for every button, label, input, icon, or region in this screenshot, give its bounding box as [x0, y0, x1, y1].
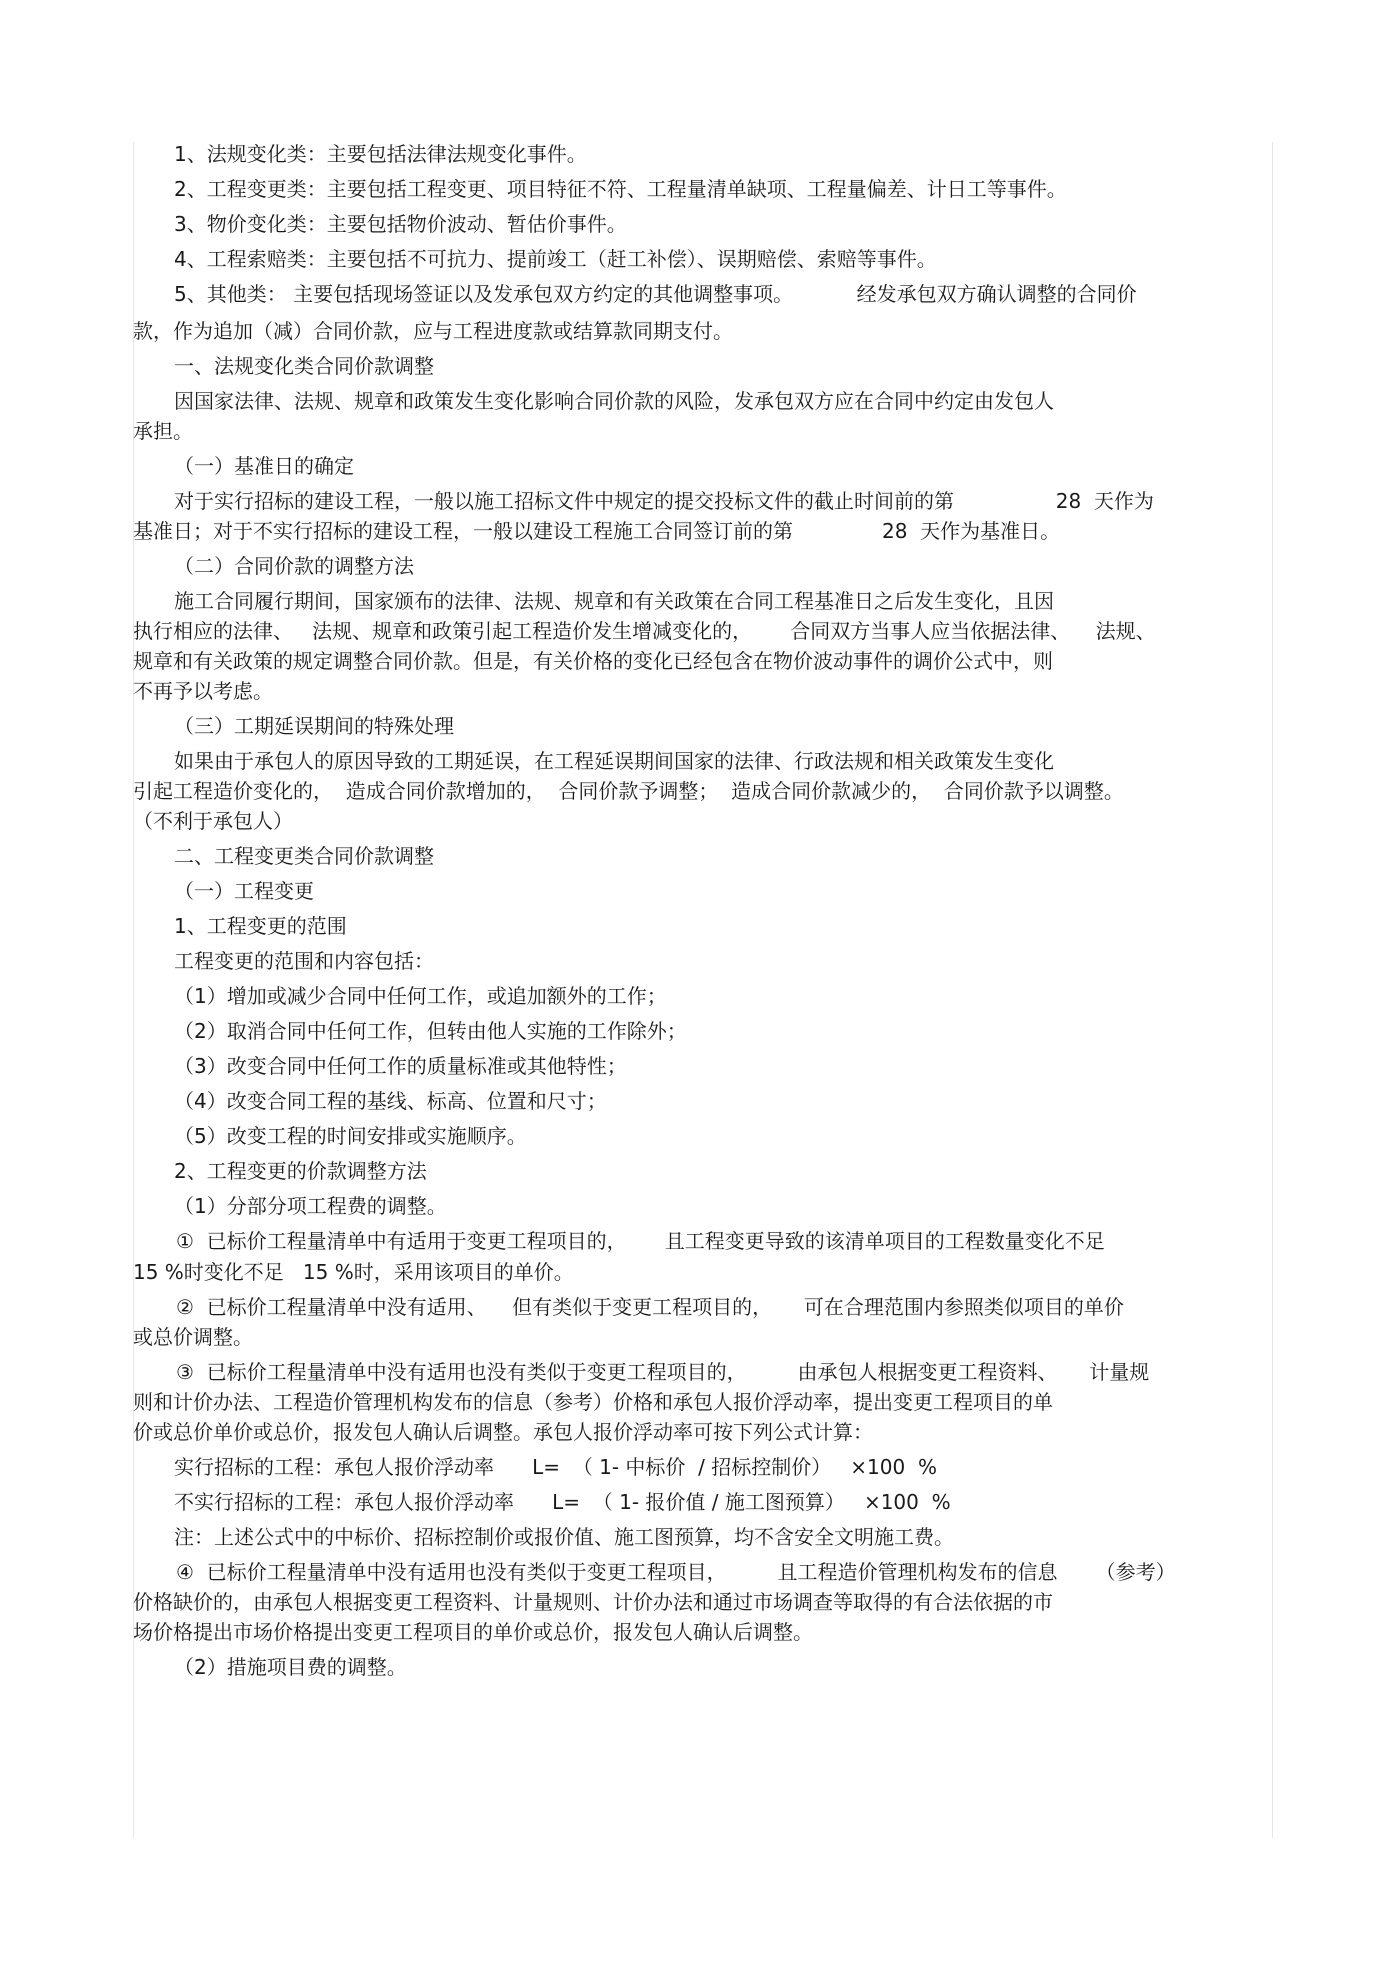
subsection-heading: （一）基准日的确定 — [174, 454, 354, 478]
list-item: ③ 已标价工程量清单中没有适用也没有类似于变更工程项目的， 由承包人根据变更工程资料、 计量规 — [176, 1360, 1150, 1384]
paragraph: 对于实行招标的建设工程，一般以施工招标文件中规定的提交投标文件的截止时间前的第 28 天作为 — [174, 489, 1154, 513]
list-item: （1）增加或减少合同中任何工作，或追加额外的工作； — [174, 984, 667, 1008]
list-item: 3、物价变化类：主要包括物价波动、暂估价事件。 — [174, 212, 627, 236]
paragraph-continuation: 价格缺价的，由承包人根据变更工程资料、计量规则、计价办法和通过市场调查等取得的有合法依据的市 — [133, 1590, 1053, 1614]
paragraph: 施工合同履行期间，国家颁布的法律、法规、规章和有关政策在合同工程基准日之后发生变化，且因 — [174, 589, 1054, 613]
paragraph-continuation: （不利于承包人） — [133, 809, 293, 833]
list-item: ① 已标价工程量清单中有适用于变更工程项目的， 且工程变更导致的该清单项目的工程数量变化不足 — [176, 1229, 1105, 1253]
paragraph-continuation: 不再予以考虑。 — [133, 679, 273, 703]
section-heading: 一、法规变化类合同价款调整 — [174, 354, 434, 378]
subsection-heading: （三）工期延误期间的特殊处理 — [174, 714, 454, 738]
list-item: ② 已标价工程量清单中没有适用、 但有类似于变更工程项目的， 可在合理范围内参照类似项目的单价 — [176, 1295, 1124, 1319]
list-item: （2）措施项目费的调整。 — [174, 1655, 407, 1679]
list-item: 2、工程变更类：主要包括工程变更、项目特征不符、工程量清单缺项、工程量偏差、计日工等事件。 — [174, 177, 1067, 201]
note-line: 注：上述公式中的中标价、招标控制价或报价值、施工图预算，均不含安全文明施工费。 — [174, 1525, 954, 1549]
list-item: （5）改变工程的时间安排或实施顺序。 — [174, 1124, 527, 1148]
list-item: （1）分部分项工程费的调整。 — [174, 1194, 447, 1218]
paragraph-continuation: 则和计价办法、工程造价管理机构发布的信息（参考）价格和承包人报价浮动率，提出变更工程项目的单 — [133, 1390, 1053, 1414]
paragraph-continuation: 规章和有关政策的规定调整合同价款。但是，有关价格的变化已经包含在物价波动事件的调价公式中，则 — [133, 649, 1053, 673]
formula-line: 实行招标的工程：承包人报价浮动率 L= （ 1- 中标价 / 招标控制价） ×100 % — [174, 1455, 937, 1479]
list-item: 5、其他类： 主要包括现场签证以及发承包双方约定的其他调整事项。 经发承包双方确认调整的合同价 — [174, 282, 1137, 306]
subsection-heading: 2、工程变更的价款调整方法 — [174, 1159, 427, 1183]
subsection-heading: （二）合同价款的调整方法 — [174, 554, 414, 578]
paragraph-continuation: 15 %时变化不足 15 %时，采用该项目的单价。 — [133, 1260, 574, 1284]
list-item: 4、工程索赔类：主要包括不可抗力、提前竣工（赶工补偿）、误期赔偿、索赔等事件。 — [174, 247, 937, 271]
paragraph-continuation: 价或总价单价或总价，报发包人确认后调整。承包人报价浮动率可按下列公式计算： — [133, 1420, 873, 1444]
subsection-heading: 1、工程变更的范围 — [174, 914, 347, 938]
paragraph-continuation: 基准日；对于不实行招标的建设工程，一般以建设工程施工合同签订前的第 28 天作为基准日。 — [133, 519, 1061, 543]
paragraph-continuation: 执行相应的法律、 法规、规章和政策引起工程造价发生增减变化的， 合同双方当事人应当依据法律、 法规、 — [133, 619, 1156, 643]
paragraph-continuation: 或总价调整。 — [133, 1325, 253, 1349]
section-heading: 二、工程变更类合同价款调整 — [174, 844, 434, 868]
list-item: 1、法规变化类：主要包括法律法规变化事件。 — [174, 142, 587, 166]
paragraph: 工程变更的范围和内容包括： — [174, 949, 434, 973]
list-item: （3）改变合同中任何工作的质量标准或其他特性； — [174, 1054, 627, 1078]
document-body — [133, 143, 1273, 1678]
list-item: （4）改变合同工程的基线、标高、位置和尺寸； — [174, 1089, 607, 1113]
paragraph-continuation: 引起工程造价变化的， 造成合同价款增加的， 合同价款予调整； 造成合同价款减少的， 合同价款予以调整。 — [133, 779, 1124, 803]
list-item: ④ 已标价工程量清单中没有适用也没有类似于变更工程项目， 且工程造价管理机构发布的信息 （参考） — [176, 1560, 1176, 1584]
paragraph-continuation: 场价格提出市场价格提出变更工程项目的单价或总价，报发包人确认后调整。 — [133, 1620, 813, 1644]
paragraph-continuation: 款，作为追加（减）合同价款，应与工程进度款或结算款同期支付。 — [133, 319, 733, 343]
subsection-heading: （一）工程变更 — [174, 879, 314, 903]
paragraph: 因国家法律、法规、规章和政策发生变化影响合同价款的风险，发承包双方应在合同中约定由发包人 — [174, 389, 1054, 413]
paragraph-continuation: 承担。 — [133, 419, 193, 443]
list-item: （2）取消合同中任何工作，但转由他人实施的工作除外； — [174, 1019, 687, 1043]
paragraph: 如果由于承包人的原因导致的工期延误，在工程延误期间国家的法律、行政法规和相关政策发生变化 — [174, 749, 1054, 773]
formula-line: 不实行招标的工程：承包人报价浮动率 L= （ 1- 报价值 / 施工图预算） ×100 % — [174, 1490, 951, 1514]
